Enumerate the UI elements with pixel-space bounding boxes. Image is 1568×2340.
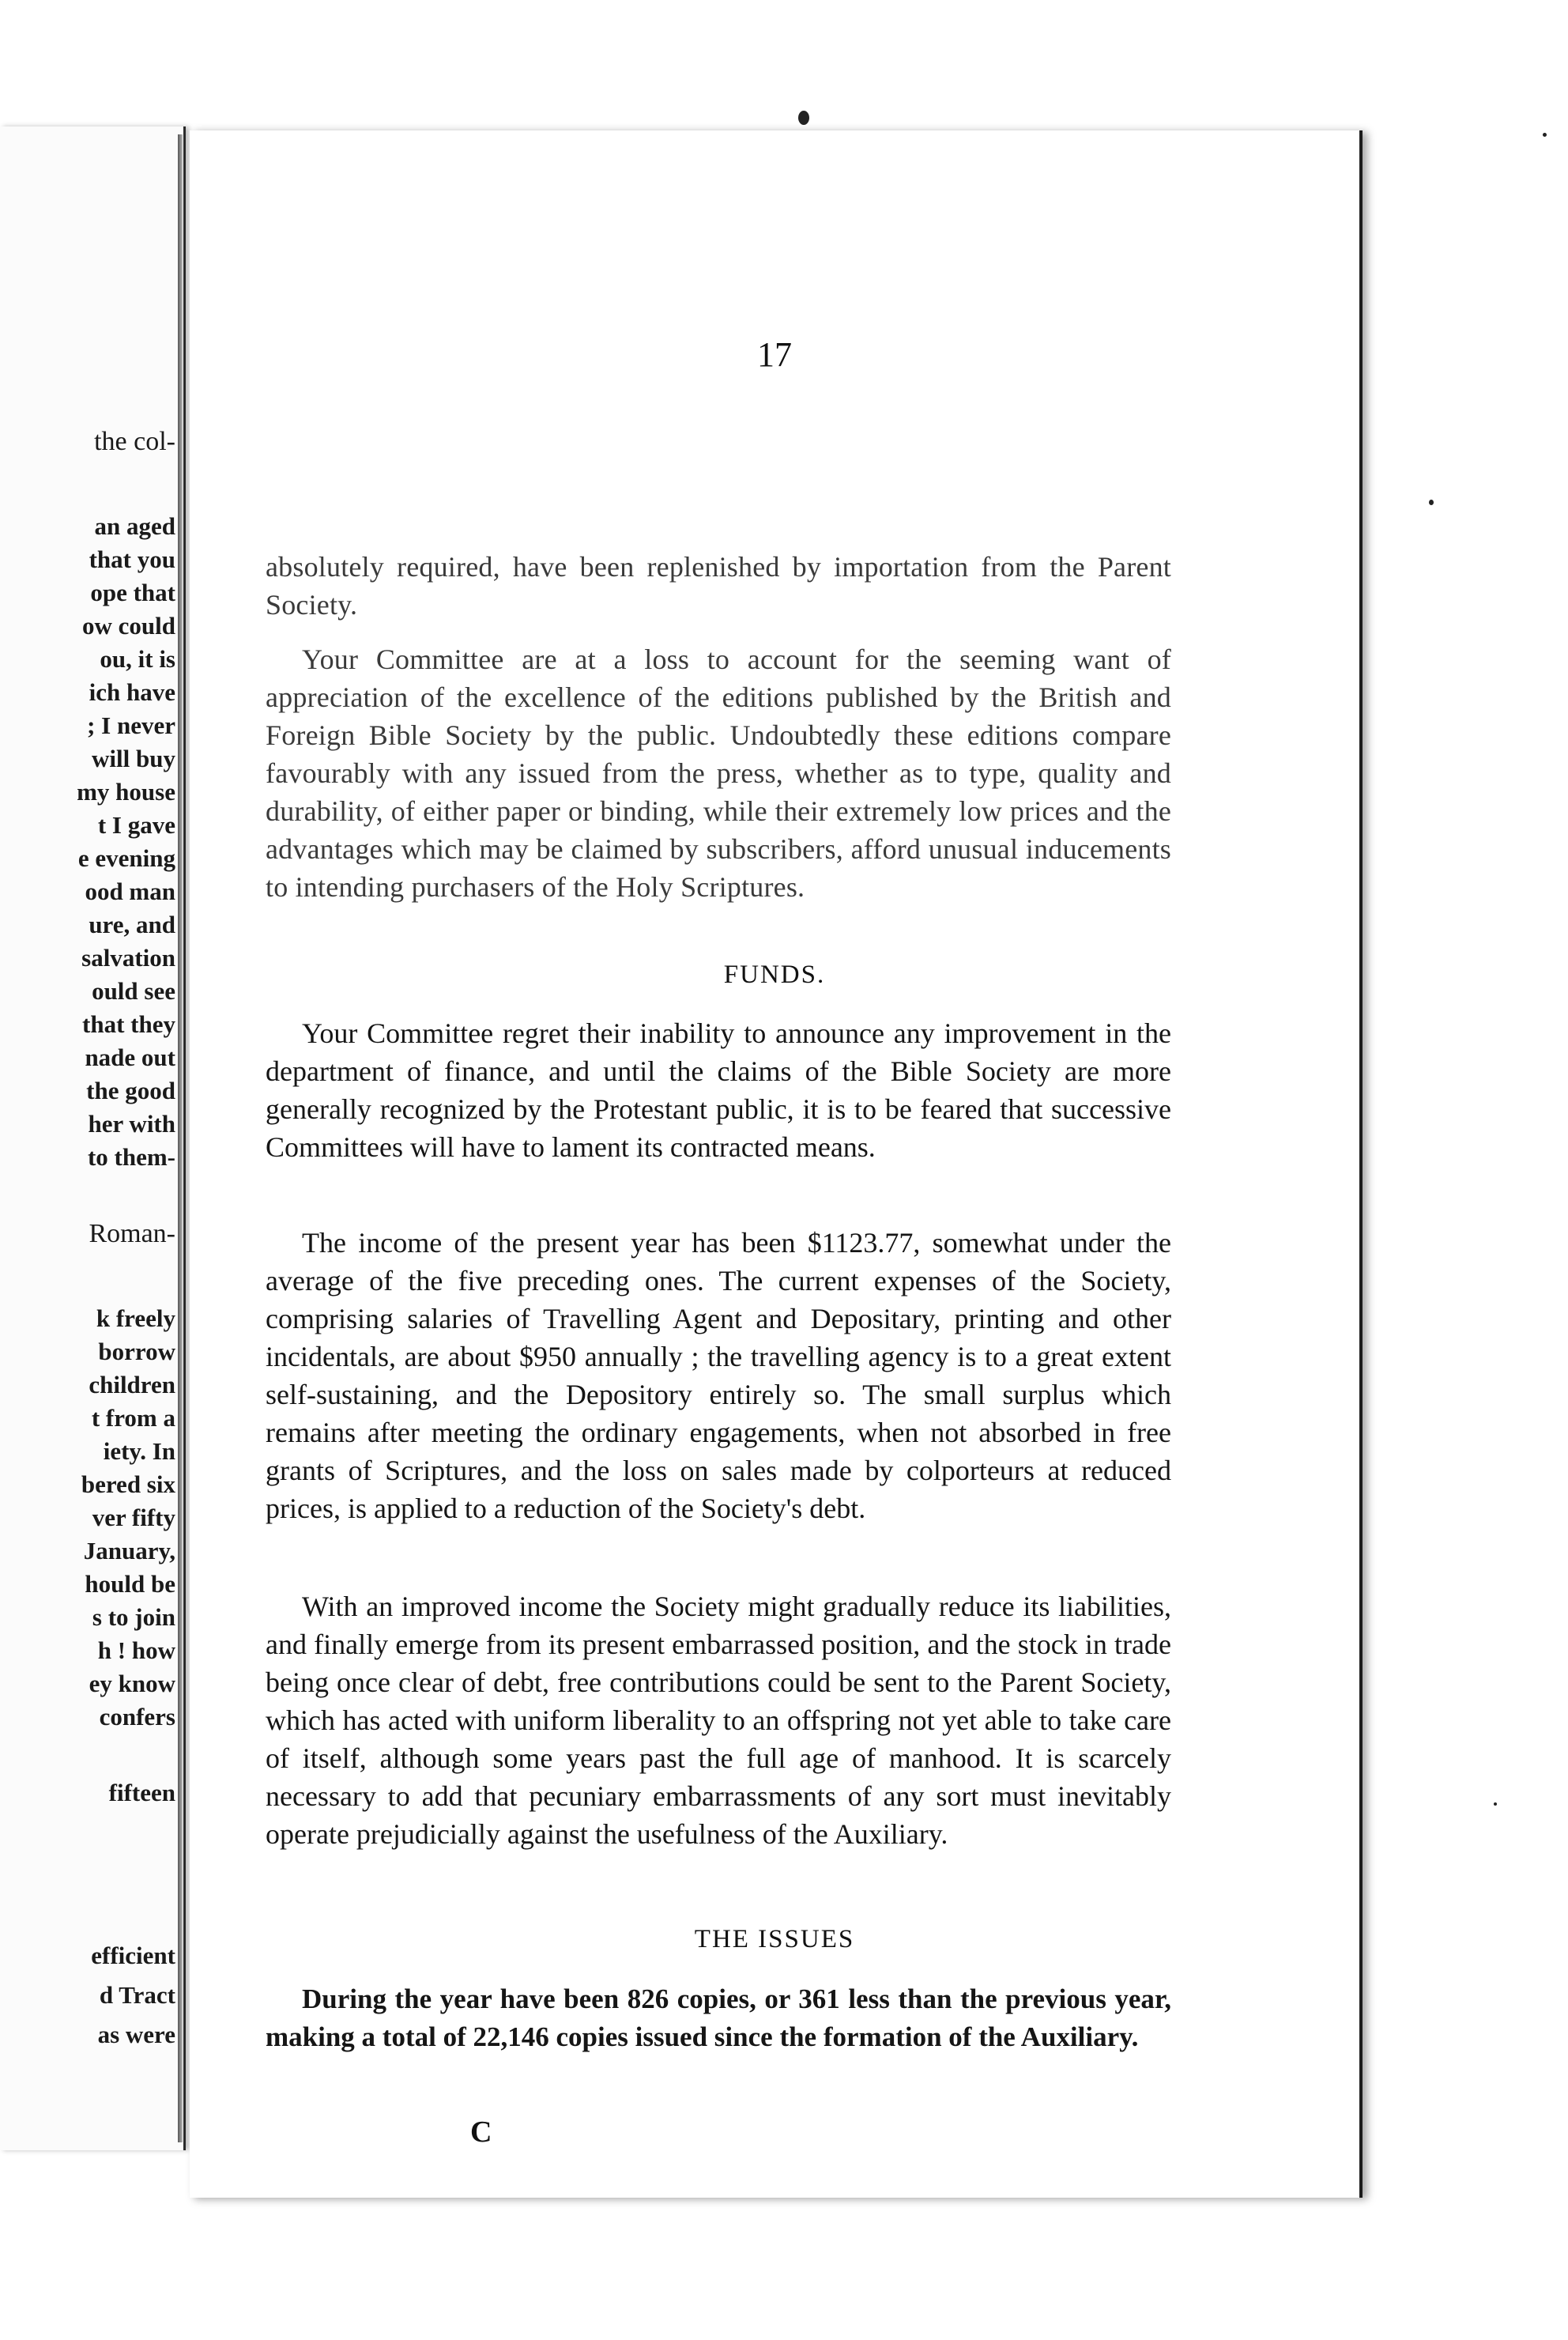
left-line: ope that: [90, 579, 175, 606]
left-line: e evening: [77, 844, 175, 872]
left-line: bered six: [81, 1470, 175, 1498]
left-line: that they: [82, 1010, 175, 1038]
paragraph-improved-income: With an improved income the Society might gradually reduce its liabilities, and finally emerge from its present embarrassed position, and the stock in trade being once clear of debt, free contributions could be sent to the Parent Society, which has acted with uniform liberality to an offspring not yet able to take care of itself, although some years past the full age of manhood. It is scarcely necessary to add that pecuniary embarrassments of any sort must inevitably operate prejudicially against the usefulness of the Auxiliary.: [266, 1591, 1171, 1850]
funds-heading: FUNDS.: [723, 961, 826, 989]
scan-speck: [1494, 1802, 1497, 1806]
page-number: 17: [757, 335, 792, 374]
left-line: ich have: [89, 678, 175, 706]
left-line: confers: [99, 1703, 175, 1730]
left-line: will buy: [92, 745, 175, 772]
left-line: ow could: [82, 612, 175, 640]
left-line: my house: [77, 778, 175, 806]
left-line: January,: [83, 1537, 175, 1564]
left-line: hould be: [85, 1570, 175, 1598]
paragraph-editions: Your Committee are at a loss to account for the seeming want of appreciation of the excellence of the editions published by the British and Foreign Bible Society by the public. Undoubtedly these editions compare favourably with any issued from the press, whether as to type, quality and durability, of either paper or binding, while their extremely low prices and the advantages which may be claimed by subscribers, afford unusual inducements to intending purchasers of the Holy Scriptures.: [266, 644, 1171, 903]
left-line: efficient: [91, 1942, 175, 1969]
left-line: ey know: [89, 1670, 175, 1697]
paragraph-income: The income of the present year has been $1123.77, somewhat under the average of the five preceding ones. The current expenses of the Society, comprising salaries of Travelling Agent and Depositary, printing and other incidentals, are about $950 annually ; the travelling agency is to a great extent self-sustaining, and the Depository entirely so. The small surplus which remains after meeting the ordinary engagements, when not absorbed in free grants of Scriptures, and the loss on sales made by colporteurs at reduced prices, is applied to a reduction of the Society's debt.: [266, 1227, 1171, 1524]
signature-mark: C: [470, 2115, 492, 2149]
left-line: the good: [86, 1077, 175, 1104]
main-page: [190, 130, 1363, 2198]
left-line: her with: [88, 1110, 175, 1138]
left-line: t from a: [91, 1404, 175, 1432]
left-line: ver fifty: [92, 1504, 175, 1531]
paragraph-finance: Your Committee regret their inability to announce any improvement in the department of finance, and until the claims of the Bible Society are more generally recognized by the Protestant public, it is to be feared that successive Committees will have to lament its contracted means.: [266, 1017, 1171, 1163]
left-line: that you: [89, 545, 175, 573]
left-line: Roman-: [89, 1219, 175, 1248]
left-line: an aged: [94, 512, 175, 540]
page-gutter: [178, 134, 183, 2142]
left-line: iety. In: [103, 1437, 175, 1465]
scan-speck: [1429, 500, 1434, 505]
left-line: to them-: [87, 1143, 175, 1171]
scan-speck: [1543, 133, 1547, 137]
left-line: k freely: [96, 1304, 175, 1332]
left-line: salvation: [81, 944, 175, 972]
left-line: ould see: [92, 977, 175, 1005]
left-line: ou, it is: [100, 645, 175, 673]
left-line: borrow: [98, 1338, 175, 1365]
issues-heading: THE ISSUES: [694, 1925, 855, 1953]
left-line: fifteen: [108, 1779, 175, 1806]
left-line: the col-: [94, 427, 175, 456]
left-line: as were: [97, 2021, 175, 2048]
left-line: t I gave: [97, 811, 175, 839]
left-line: ood man: [85, 878, 175, 905]
paragraph-issues: During the year have been 826 copies, or 361 less than the previous year, making a total of 22,146 copies issued since the formation of the Auxiliary.: [266, 1983, 1171, 2052]
left-facing-page: [0, 126, 186, 2150]
left-line: h ! how: [97, 1636, 175, 1664]
scan-speck: [798, 111, 809, 125]
left-line: s to join: [92, 1603, 175, 1631]
paragraph-continuation: absolutely required, have been replenished by importation from the Parent Society.: [266, 551, 1171, 621]
left-line: children: [89, 1371, 175, 1398]
left-line: ure, and: [89, 911, 175, 938]
left-line: nade out: [85, 1044, 175, 1071]
left-line: ; I never: [87, 711, 175, 739]
left-line: d Tract: [99, 1981, 175, 2009]
